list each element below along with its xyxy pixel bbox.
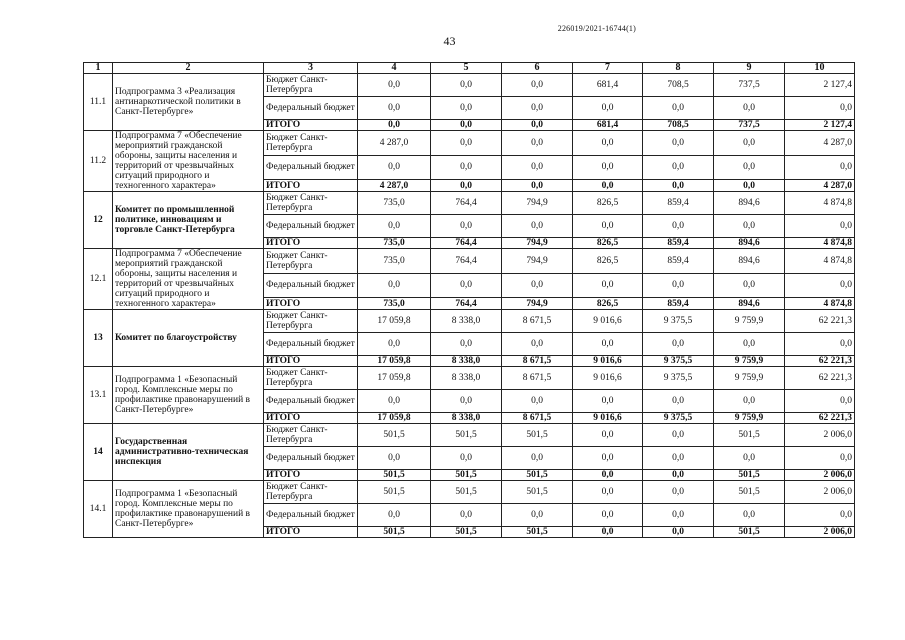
total-value: 0,0 [785, 447, 855, 470]
year-value: 708,5 [643, 74, 714, 97]
program-name: Комитет по благоустройству [113, 310, 264, 367]
year-value: 0,0 [358, 390, 431, 413]
total-value: 62 221,3 [785, 413, 855, 424]
total-value: 0,0 [785, 273, 855, 298]
year-value: 0,0 [643, 470, 714, 481]
year-value: 9 759,9 [714, 310, 785, 333]
year-value: 9 375,5 [643, 413, 714, 424]
funding-source: ИТОГО [264, 470, 358, 481]
total-value: 4 874,8 [785, 192, 855, 215]
year-value: 826,5 [573, 298, 643, 310]
year-value: 9 375,5 [643, 356, 714, 367]
year-value: 0,0 [573, 155, 643, 180]
page-number-text: 43 [443, 34, 456, 48]
year-value: 0,0 [573, 504, 643, 527]
year-value: 0,0 [714, 390, 785, 413]
program-name: Государственная административно-техническая инспекция [113, 424, 264, 481]
year-value: 0,0 [431, 504, 502, 527]
funding-source: Бюджет Санкт-Петербурга [264, 481, 358, 504]
total-value: 62 221,3 [785, 356, 855, 367]
year-value: 735,0 [358, 192, 431, 215]
year-value: 794,9 [502, 238, 573, 249]
year-value: 4 287,0 [358, 180, 431, 192]
year-value: 0,0 [431, 155, 502, 180]
year-value: 0,0 [643, 504, 714, 527]
funding-source: Бюджет Санкт-Петербурга [264, 367, 358, 390]
year-value: 0,0 [714, 447, 785, 470]
year-value: 681,4 [573, 74, 643, 97]
total-value: 4 287,0 [785, 131, 855, 156]
total-value: 62 221,3 [785, 367, 855, 390]
funding-source: Бюджет Санкт-Петербурга [264, 192, 358, 215]
year-value: 764,4 [431, 238, 502, 249]
year-value: 0,0 [573, 481, 643, 504]
year-value: 4 287,0 [358, 131, 431, 156]
year-value: 0,0 [573, 447, 643, 470]
funding-source: ИТОГО [264, 356, 358, 367]
header-cell: 2 [113, 63, 264, 74]
total-value: 62 221,3 [785, 310, 855, 333]
year-value: 9 016,6 [573, 356, 643, 367]
funding-source: ИТОГО [264, 298, 358, 310]
year-value: 859,4 [643, 238, 714, 249]
year-value: 0,0 [431, 390, 502, 413]
funding-source: Бюджет Санкт-Петербурга [264, 74, 358, 97]
total-value: 0,0 [785, 333, 855, 356]
page-number [0, 34, 905, 49]
year-value: 501,5 [358, 481, 431, 504]
funding-source: Федеральный бюджет [264, 97, 358, 120]
year-value: 9 375,5 [643, 367, 714, 390]
header-cell: 7 [573, 63, 643, 74]
year-value: 735,0 [358, 249, 431, 274]
year-value: 0,0 [714, 273, 785, 298]
year-value: 8 671,5 [502, 310, 573, 333]
header-cell: 8 [643, 63, 714, 74]
year-value: 894,6 [714, 249, 785, 274]
year-value: 501,5 [502, 470, 573, 481]
total-value: 4 874,8 [785, 238, 855, 249]
year-value: 794,9 [502, 192, 573, 215]
year-value: 681,4 [573, 120, 643, 131]
year-value: 501,5 [502, 481, 573, 504]
program-name: Подпрограмма 1 «Безопасный город. Комплексные меры по профилактике правонарушений в Санкт-Петербурге» [113, 367, 264, 424]
year-value: 0,0 [502, 97, 573, 120]
year-value: 9 759,9 [714, 356, 785, 367]
year-value: 17 059,8 [358, 367, 431, 390]
year-value: 0,0 [431, 131, 502, 156]
total-value: 4 874,8 [785, 249, 855, 274]
year-value: 794,9 [502, 298, 573, 310]
table-row [84, 367, 855, 390]
year-value: 8 671,5 [502, 356, 573, 367]
year-value: 0,0 [573, 390, 643, 413]
header-cell: 4 [358, 63, 431, 74]
year-value: 0,0 [431, 447, 502, 470]
year-value: 501,5 [714, 424, 785, 447]
year-value: 0,0 [643, 131, 714, 156]
year-value: 9 016,6 [573, 310, 643, 333]
year-value: 737,5 [714, 120, 785, 131]
year-value: 735,0 [358, 238, 431, 249]
funding-source: ИТОГО [264, 120, 358, 131]
year-value: 17 059,8 [358, 413, 431, 424]
year-value: 0,0 [431, 215, 502, 238]
year-value: 9 759,9 [714, 367, 785, 390]
year-value: 0,0 [358, 333, 431, 356]
year-value: 0,0 [643, 527, 714, 538]
year-value: 0,0 [573, 180, 643, 192]
total-value: 2 127,4 [785, 74, 855, 97]
year-value: 0,0 [358, 504, 431, 527]
year-value: 0,0 [573, 215, 643, 238]
year-value: 0,0 [502, 273, 573, 298]
year-value: 0,0 [502, 215, 573, 238]
year-value: 0,0 [502, 155, 573, 180]
year-value: 0,0 [643, 333, 714, 356]
year-value: 894,6 [714, 238, 785, 249]
year-value: 0,0 [431, 74, 502, 97]
year-value: 0,0 [573, 131, 643, 156]
year-value: 859,4 [643, 192, 714, 215]
funding-source: Бюджет Санкт-Петербурга [264, 424, 358, 447]
year-value: 859,4 [643, 249, 714, 274]
year-value: 0,0 [431, 273, 502, 298]
year-value: 826,5 [573, 238, 643, 249]
total-value: 2 006,0 [785, 527, 855, 538]
total-value: 4 287,0 [785, 180, 855, 192]
header-cell: 5 [431, 63, 502, 74]
funding-source: Бюджет Санкт-Петербурга [264, 131, 358, 156]
year-value: 0,0 [573, 97, 643, 120]
funding-source: Федеральный бюджет [264, 155, 358, 180]
year-value: 0,0 [358, 155, 431, 180]
year-value: 0,0 [502, 74, 573, 97]
year-value: 708,5 [643, 120, 714, 131]
year-value: 0,0 [714, 97, 785, 120]
year-value: 735,0 [358, 298, 431, 310]
budget-table [83, 62, 855, 538]
program-name: Подпрограмма 3 «Реализация антинаркотической политики в Санкт-Петербурге» [113, 74, 264, 131]
year-value: 0,0 [502, 447, 573, 470]
year-value: 764,4 [431, 249, 502, 274]
program-name: Подпрограмма 1 «Безопасный город. Комплексные меры по профилактике правонарушений в Санкт-Петербурге» [113, 481, 264, 538]
year-value: 0,0 [358, 120, 431, 131]
header-cell: 3 [264, 63, 358, 74]
header-cell: 10 [785, 63, 855, 74]
funding-source: Федеральный бюджет [264, 504, 358, 527]
year-value: 501,5 [714, 470, 785, 481]
total-value: 2 127,4 [785, 120, 855, 131]
year-value: 0,0 [358, 447, 431, 470]
year-value: 0,0 [431, 120, 502, 131]
year-value: 0,0 [643, 424, 714, 447]
funding-source: ИТОГО [264, 527, 358, 538]
year-value: 17 059,8 [358, 356, 431, 367]
year-value: 501,5 [431, 424, 502, 447]
year-value: 826,5 [573, 192, 643, 215]
total-value: 0,0 [785, 215, 855, 238]
year-value: 0,0 [643, 447, 714, 470]
year-value: 0,0 [358, 97, 431, 120]
year-value: 794,9 [502, 249, 573, 274]
year-value: 501,5 [431, 527, 502, 538]
year-value: 8 671,5 [502, 367, 573, 390]
header-cell: 1 [84, 63, 113, 74]
total-value: 2 006,0 [785, 470, 855, 481]
year-value: 9 016,6 [573, 413, 643, 424]
year-value: 9 016,6 [573, 367, 643, 390]
funding-source: ИТОГО [264, 413, 358, 424]
year-value: 0,0 [643, 215, 714, 238]
year-value: 764,4 [431, 298, 502, 310]
funding-source: ИТОГО [264, 180, 358, 192]
row-index: 11.1 [84, 74, 113, 131]
year-value: 0,0 [573, 424, 643, 447]
program-name: Подпрограмма 7 «Обеспечение мероприятий гражданской обороны, защиты населения и территорий от чрезвычайных ситуаций природного и техногенного характера» [113, 131, 264, 192]
year-value: 8 338,0 [431, 413, 502, 424]
year-value: 0,0 [714, 215, 785, 238]
program-name: Подпрограмма 7 «Обеспечение мероприятий гражданской обороны, защиты населения и территорий от чрезвычайных ситуаций природного и техногенного характера» [113, 249, 264, 310]
year-value: 501,5 [431, 481, 502, 504]
year-value: 826,5 [573, 249, 643, 274]
year-value: 0,0 [358, 74, 431, 97]
year-value: 0,0 [502, 504, 573, 527]
year-value: 501,5 [714, 481, 785, 504]
year-value: 737,5 [714, 74, 785, 97]
year-value: 0,0 [714, 155, 785, 180]
year-value: 0,0 [573, 470, 643, 481]
total-value: 0,0 [785, 390, 855, 413]
year-value: 501,5 [358, 470, 431, 481]
year-value: 0,0 [714, 333, 785, 356]
table-row [84, 310, 855, 333]
year-value: 0,0 [358, 273, 431, 298]
total-value: 0,0 [785, 504, 855, 527]
table-row [84, 131, 855, 156]
year-value: 501,5 [358, 424, 431, 447]
year-value: 501,5 [431, 470, 502, 481]
year-value: 0,0 [358, 215, 431, 238]
year-value: 0,0 [714, 180, 785, 192]
year-value: 0,0 [431, 333, 502, 356]
table-row [84, 424, 855, 447]
funding-source: Федеральный бюджет [264, 390, 358, 413]
year-value: 0,0 [573, 273, 643, 298]
total-value: 0,0 [785, 97, 855, 120]
year-value: 0,0 [502, 390, 573, 413]
header-cell: 9 [714, 63, 785, 74]
year-value: 501,5 [358, 527, 431, 538]
year-value: 0,0 [431, 97, 502, 120]
year-value: 894,6 [714, 298, 785, 310]
total-value: 4 874,8 [785, 298, 855, 310]
year-value: 0,0 [714, 131, 785, 156]
funding-source: Федеральный бюджет [264, 215, 358, 238]
table-row [84, 481, 855, 504]
table-row [84, 74, 855, 97]
year-value: 501,5 [502, 424, 573, 447]
year-value: 0,0 [643, 390, 714, 413]
year-value: 8 338,0 [431, 367, 502, 390]
year-value: 0,0 [573, 333, 643, 356]
table-row [84, 249, 855, 274]
row-index: 14.1 [84, 481, 113, 538]
year-value: 501,5 [502, 527, 573, 538]
row-index: 12.1 [84, 249, 113, 310]
year-value: 859,4 [643, 298, 714, 310]
row-index: 13.1 [84, 367, 113, 424]
table-body [84, 63, 855, 538]
year-value: 0,0 [502, 120, 573, 131]
year-value: 0,0 [643, 180, 714, 192]
header-row [84, 63, 855, 74]
header-cell: 6 [502, 63, 573, 74]
year-value: 0,0 [643, 97, 714, 120]
year-value: 0,0 [502, 180, 573, 192]
table-row [84, 192, 855, 215]
year-value: 0,0 [502, 333, 573, 356]
row-index: 13 [84, 310, 113, 367]
year-value: 8 671,5 [502, 413, 573, 424]
row-index: 12 [84, 192, 113, 249]
year-value: 9 759,9 [714, 413, 785, 424]
funding-source: Бюджет Санкт-Петербурга [264, 310, 358, 333]
year-value: 764,4 [431, 192, 502, 215]
year-value: 0,0 [502, 131, 573, 156]
row-index: 11.2 [84, 131, 113, 192]
year-value: 0,0 [431, 180, 502, 192]
year-value: 9 375,5 [643, 310, 714, 333]
year-value: 894,6 [714, 192, 785, 215]
funding-source: Бюджет Санкт-Петербурга [264, 249, 358, 274]
funding-source: Федеральный бюджет [264, 273, 358, 298]
year-value: 0,0 [643, 273, 714, 298]
year-value: 0,0 [643, 155, 714, 180]
funding-source: Федеральный бюджет [264, 333, 358, 356]
funding-source: Федеральный бюджет [264, 447, 358, 470]
total-value: 2 006,0 [785, 424, 855, 447]
year-value: 0,0 [643, 481, 714, 504]
program-name: Комитет по промышленной политике, инновациям и торговле Санкт-Петербурга [113, 192, 264, 249]
funding-source: ИТОГО [264, 238, 358, 249]
total-value: 0,0 [785, 155, 855, 180]
row-index: 14 [84, 424, 113, 481]
year-value: 17 059,8 [358, 310, 431, 333]
year-value: 0,0 [573, 527, 643, 538]
document-id: 226019/2021-16744(1) [557, 24, 636, 33]
year-value: 0,0 [714, 504, 785, 527]
year-value: 501,5 [714, 527, 785, 538]
year-value: 8 338,0 [431, 310, 502, 333]
year-value: 8 338,0 [431, 356, 502, 367]
total-value: 2 006,0 [785, 481, 855, 504]
